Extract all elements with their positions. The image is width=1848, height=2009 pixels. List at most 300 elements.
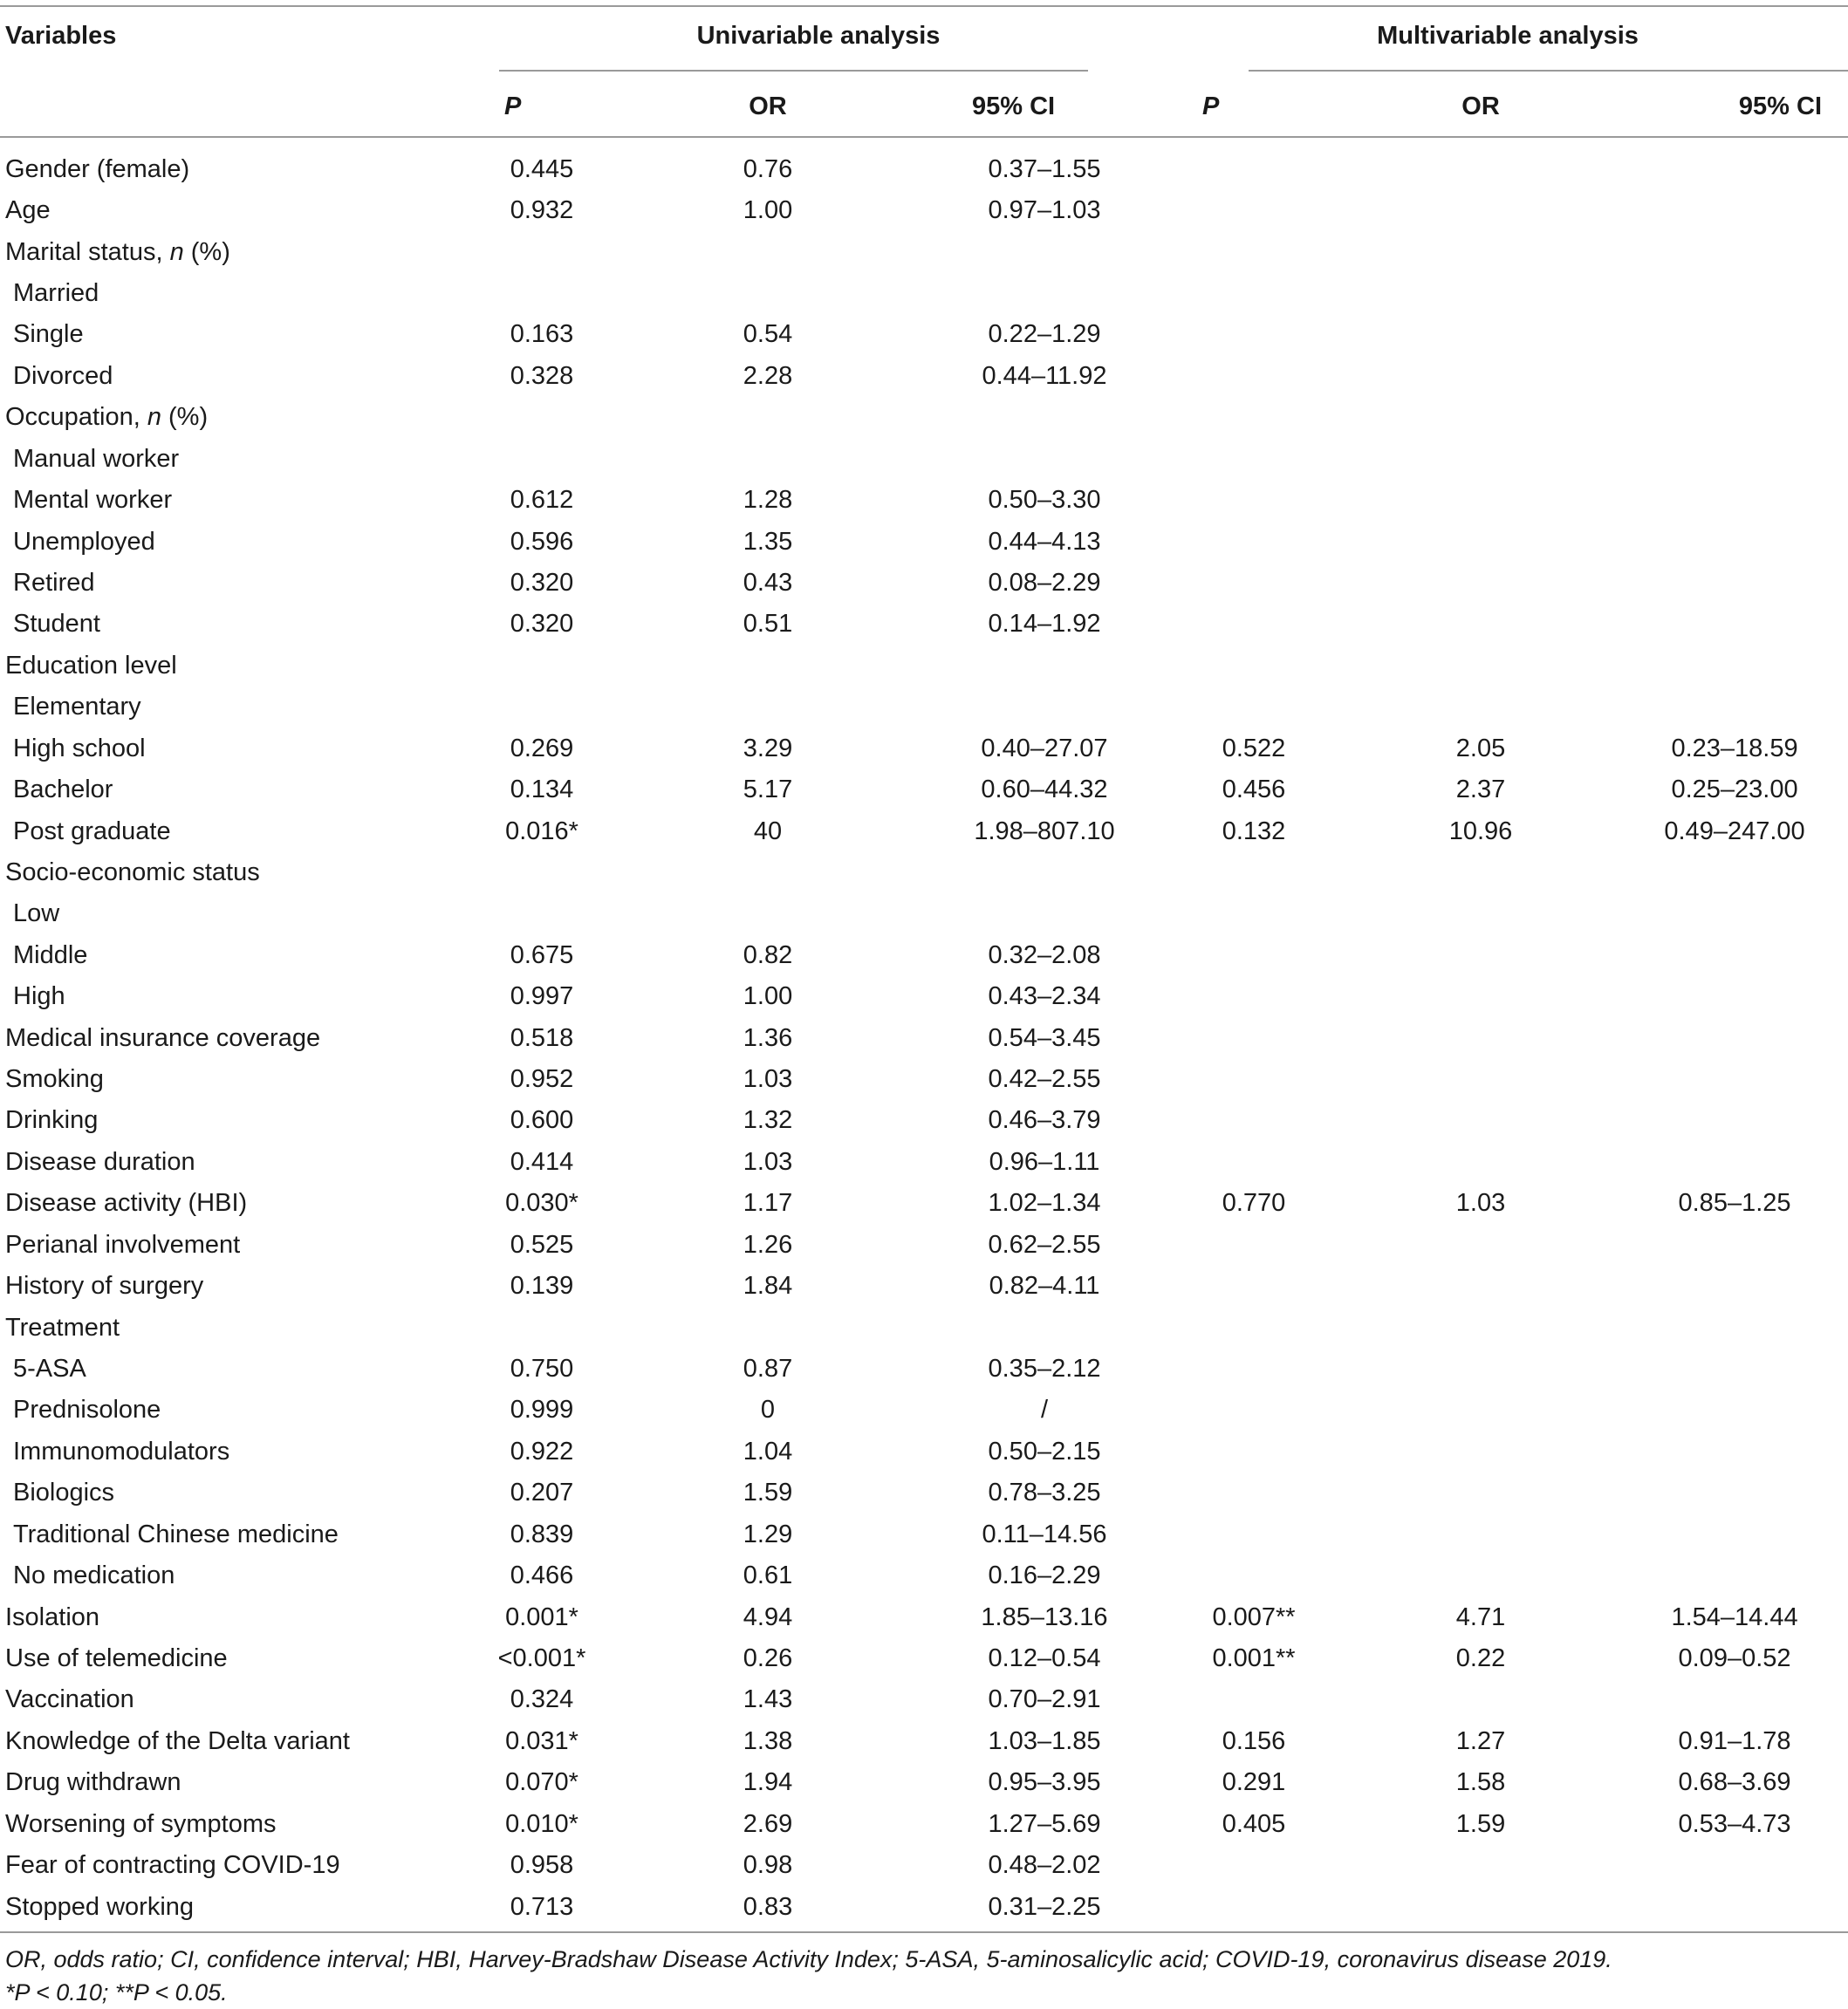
cell-multivariable-p (1167, 231, 1340, 272)
cell-multivariable-or (1340, 1142, 1621, 1183)
cell-multivariable-or (1340, 1266, 1621, 1307)
cell-variable: Prednisolone (13, 1396, 161, 1425)
cell-multivariable-or (1340, 1886, 1621, 1927)
cell-univariable-ci: 0.48–2.02 (988, 1851, 1101, 1880)
cell-univariable-ci: 1.02–1.34 (988, 1189, 1101, 1218)
cell-multivariable-ci (1621, 1473, 1848, 1514)
cell-multivariable-ci (1621, 190, 1848, 231)
cell-multivariable-or (1340, 1225, 1621, 1266)
table-row (0, 1721, 1848, 1762)
cell-multivariable-or (1340, 1307, 1621, 1348)
table-bottom-rule (0, 1931, 1848, 1933)
cell-multivariable-p (1167, 1432, 1340, 1473)
cell-univariable-or: 1.26 (743, 1230, 793, 1259)
cell-multivariable-ci (1621, 1390, 1848, 1431)
cell-univariable-p: 0.839 (510, 1520, 574, 1548)
cell-univariable-or (614, 439, 921, 480)
cell-univariable-ci: 1.98–807.10 (974, 817, 1115, 845)
cell-univariable-ci (921, 231, 1167, 272)
cell-variable: Marital status, n (%) (5, 237, 230, 266)
cell-univariable-or: 1.36 (743, 1023, 793, 1052)
cell-multivariable-ci (1621, 646, 1848, 687)
cell-multivariable-p (1167, 521, 1340, 562)
cell-multivariable-ci (1621, 480, 1848, 521)
cell-univariable-ci: 0.35–2.12 (988, 1355, 1101, 1384)
footnote-significance: *P < 0.10; **P < 0.05. (5, 1979, 228, 2006)
cell-multivariable-p (1167, 1349, 1340, 1390)
cell-univariable-or: 40 (753, 817, 783, 845)
cell-variable: Education level (5, 651, 177, 680)
cell-univariable-or (614, 1307, 921, 1348)
cell-univariable-p (469, 231, 614, 272)
table-row (0, 769, 1848, 810)
cell-univariable-ci: 1.27–5.69 (988, 1809, 1101, 1838)
cell-variable: Mental worker (13, 486, 173, 515)
cell-variable: Drinking (5, 1106, 99, 1135)
table-row (0, 273, 1848, 314)
cell-univariable-p: 0.958 (510, 1851, 574, 1880)
cell-variable: Perianal involvement (5, 1230, 241, 1259)
cell-multivariable-p (1167, 397, 1340, 438)
cell-multivariable-p (1167, 1473, 1340, 1514)
cell-univariable-p: 0.031* (505, 1726, 578, 1755)
cell-variable: Fear of contracting COVID-19 (5, 1851, 340, 1880)
cell-multivariable-p (1167, 604, 1340, 645)
table-row (0, 646, 1848, 687)
header-univariable-or: OR (749, 92, 787, 120)
cell-univariable-ci: 0.50–3.30 (988, 486, 1101, 515)
cell-univariable-or: 1.17 (743, 1189, 793, 1218)
cell-univariable-p: 0.922 (510, 1437, 574, 1466)
table-row (0, 1307, 1848, 1348)
cell-multivariable-p (1167, 976, 1340, 1017)
cell-univariable-p: 0.328 (510, 361, 574, 390)
cell-univariable-or: 1.29 (743, 1520, 793, 1548)
cell-variable: Student (13, 610, 100, 639)
table-body (0, 141, 1848, 1928)
cell-multivariable-ci (1621, 604, 1848, 645)
cell-multivariable-or (1340, 1059, 1621, 1100)
cell-multivariable-p (1167, 563, 1340, 604)
cell-multivariable-ci (1621, 1349, 1848, 1390)
cell-multivariable-or (1340, 1845, 1621, 1886)
cell-multivariable-ci: 0.91–1.78 (1678, 1726, 1791, 1755)
table-row (0, 1679, 1848, 1720)
cell-variable: Gender (female) (5, 154, 190, 183)
table-row (0, 1349, 1848, 1390)
cell-univariable-ci: 1.85–13.16 (981, 1602, 1108, 1631)
cell-multivariable-p (1167, 1514, 1340, 1555)
cell-univariable-or: 1.94 (743, 1768, 793, 1797)
cell-univariable-p: 0.070* (505, 1768, 578, 1797)
cell-univariable-p: 0.518 (510, 1023, 574, 1052)
header-multivariable: Multivariable analysis (1377, 21, 1639, 50)
table-row (0, 1142, 1848, 1183)
cell-univariable-or: 0.54 (743, 320, 793, 349)
cell-univariable-or: 1.00 (743, 982, 793, 1011)
cell-univariable-p: 0.134 (510, 776, 574, 804)
cell-multivariable-or (1340, 976, 1621, 1017)
cell-multivariable-or (1340, 141, 1621, 190)
table-row (0, 1225, 1848, 1266)
cell-variable: Smoking (5, 1065, 104, 1094)
header-blank (0, 72, 469, 141)
cell-multivariable-ci (1621, 439, 1848, 480)
table-row (0, 1886, 1848, 1927)
cell-multivariable-p (1167, 1142, 1340, 1183)
cell-univariable-or: 0 (760, 1396, 776, 1425)
cell-univariable-p: 0.016* (505, 817, 578, 845)
cell-univariable-p: 0.932 (510, 196, 574, 225)
cell-univariable-or (614, 687, 921, 728)
cell-multivariable-or (1340, 480, 1621, 521)
table-row (0, 141, 1848, 190)
cell-multivariable-p (1167, 1100, 1340, 1141)
table-row (0, 1473, 1848, 1514)
cell-multivariable-p (1167, 1679, 1340, 1720)
cell-variable: History of surgery (5, 1272, 204, 1301)
cell-multivariable-p: 0.291 (1222, 1768, 1286, 1797)
cell-univariable-or: 1.59 (743, 1479, 793, 1507)
cell-univariable-ci: 0.44–11.92 (982, 361, 1107, 390)
cell-univariable-p: 0.952 (510, 1065, 574, 1094)
cell-multivariable-or: 10.96 (1448, 817, 1513, 845)
cell-univariable-or (614, 273, 921, 314)
cell-variable: Occupation, n (%) (5, 403, 209, 432)
cell-multivariable-ci (1621, 1059, 1848, 1100)
cell-multivariable-or: 4.71 (1455, 1602, 1506, 1631)
cell-multivariable-or: 0.22 (1455, 1643, 1506, 1672)
cell-univariable-ci: 0.40–27.07 (981, 734, 1108, 762)
cell-multivariable-p: 0.522 (1222, 734, 1286, 762)
cell-multivariable-p (1167, 687, 1340, 728)
cell-multivariable-or (1340, 190, 1621, 231)
cell-univariable-p: <0.001* (497, 1643, 586, 1672)
cell-variable: Elementary (13, 693, 141, 721)
table-row (0, 687, 1848, 728)
header-variables: Variables (5, 21, 117, 50)
cell-univariable-or: 1.84 (743, 1272, 793, 1301)
cell-multivariable-p (1167, 1266, 1340, 1307)
cell-univariable-or: 4.94 (743, 1602, 793, 1631)
cell-variable: 5-ASA (13, 1355, 86, 1384)
cell-univariable-or: 1.03 (743, 1147, 793, 1176)
header-multivariable-or: OR (1461, 92, 1500, 120)
cell-variable: Low (13, 899, 60, 928)
cell-univariable-or: 0.76 (743, 154, 793, 183)
table-row (0, 1803, 1848, 1844)
cell-univariable-p (469, 273, 614, 314)
cell-variable: Disease activity (HBI) (5, 1189, 248, 1218)
cell-univariable-ci: 0.82–4.11 (989, 1272, 1100, 1301)
cell-univariable-or (614, 852, 921, 893)
cell-univariable-p (469, 439, 614, 480)
cell-univariable-ci: 0.60–44.32 (981, 776, 1108, 804)
cell-multivariable-ci (1621, 1886, 1848, 1927)
table-row (0, 1100, 1848, 1141)
cell-univariable-ci (921, 687, 1167, 728)
cell-univariable-ci (921, 852, 1167, 893)
cell-variable: Bachelor (13, 776, 113, 804)
header-row-columns (0, 72, 1848, 141)
cell-univariable-p: 0.010* (505, 1809, 578, 1838)
cell-univariable-p (469, 893, 614, 934)
cell-univariable-ci (921, 893, 1167, 934)
cell-multivariable-or (1340, 1390, 1621, 1431)
cell-variable: Disease duration (5, 1147, 195, 1176)
cell-univariable-or: 5.17 (743, 776, 793, 804)
table-row (0, 810, 1848, 851)
cell-multivariable-ci (1621, 356, 1848, 397)
cell-multivariable-p: 0.405 (1222, 1809, 1286, 1838)
cell-variable: Manual worker (13, 444, 180, 473)
table-row (0, 852, 1848, 893)
cell-univariable-p (469, 646, 614, 687)
cell-univariable-or: 1.35 (743, 527, 793, 556)
cell-multivariable-or (1340, 521, 1621, 562)
cell-univariable-p: 0.139 (510, 1272, 574, 1301)
cell-univariable-p: 0.713 (510, 1892, 574, 1921)
cell-univariable-or: 0.82 (743, 940, 793, 969)
cell-multivariable-ci: 0.68–3.69 (1678, 1768, 1791, 1797)
cell-variable: Age (5, 196, 51, 225)
cell-multivariable-or: 1.58 (1455, 1768, 1506, 1797)
table-row (0, 1266, 1848, 1307)
cell-multivariable-ci (1621, 1679, 1848, 1720)
cell-univariable-ci: 0.22–1.29 (988, 320, 1101, 349)
cell-multivariable-ci (1621, 1432, 1848, 1473)
cell-univariable-ci: / (1040, 1396, 1049, 1425)
cell-multivariable-or (1340, 1514, 1621, 1555)
cell-multivariable-p (1167, 480, 1340, 521)
cell-multivariable-ci (1621, 231, 1848, 272)
cell-multivariable-p (1167, 314, 1340, 355)
cell-multivariable-or (1340, 1100, 1621, 1141)
cell-multivariable-or (1340, 604, 1621, 645)
cell-multivariable-ci: 0.53–4.73 (1678, 1809, 1791, 1838)
cell-univariable-ci: 0.44–4.13 (988, 527, 1101, 556)
cell-univariable-or: 3.29 (743, 734, 793, 762)
cell-univariable-or: 1.04 (743, 1437, 793, 1466)
cell-multivariable-p: 0.156 (1222, 1726, 1286, 1755)
table-row (0, 604, 1848, 645)
table-row (0, 1638, 1848, 1679)
cell-variable: Treatment (5, 1313, 120, 1342)
cell-multivariable-p: 0.001** (1212, 1643, 1296, 1672)
cell-multivariable-ci (1621, 976, 1848, 1017)
cell-univariable-p: 0.324 (510, 1685, 574, 1714)
cell-multivariable-or (1340, 1017, 1621, 1058)
cell-multivariable-or (1340, 563, 1621, 604)
cell-univariable-or (614, 646, 921, 687)
cell-multivariable-p: 0.007** (1212, 1602, 1296, 1631)
cell-univariable-p: 0.207 (510, 1479, 574, 1507)
cell-multivariable-or: 1.27 (1455, 1726, 1506, 1755)
cell-univariable-p: 0.320 (510, 610, 574, 639)
cell-univariable-ci: 0.43–2.34 (988, 982, 1101, 1011)
cell-multivariable-p (1167, 935, 1340, 976)
cell-multivariable-or (1340, 646, 1621, 687)
cell-variable: Socio-economic status (5, 858, 260, 886)
cell-multivariable-or (1340, 1349, 1621, 1390)
header-univariable-p: P (504, 92, 522, 120)
cell-multivariable-ci: 0.49–247.00 (1664, 817, 1805, 845)
cell-univariable-ci: 0.14–1.92 (988, 610, 1101, 639)
cell-multivariable-ci (1621, 273, 1848, 314)
cell-univariable-ci (921, 273, 1167, 314)
cell-multivariable-p (1167, 356, 1340, 397)
table-row (0, 480, 1848, 521)
table-row (0, 728, 1848, 769)
cell-multivariable-or (1340, 314, 1621, 355)
cell-variable: Immunomodulators (13, 1437, 230, 1466)
cell-multivariable-ci (1621, 1017, 1848, 1058)
cell-univariable-p: 0.414 (510, 1147, 574, 1176)
cell-multivariable-ci (1621, 687, 1848, 728)
table-row (0, 190, 1848, 231)
cell-univariable-or: 0.98 (743, 1851, 793, 1880)
table-row (0, 893, 1848, 934)
cell-multivariable-ci: 0.85–1.25 (1678, 1189, 1791, 1218)
cell-multivariable-p (1167, 1886, 1340, 1927)
cell-variable: Drug withdrawn (5, 1768, 181, 1797)
cell-univariable-or: 0.83 (743, 1892, 793, 1921)
cell-multivariable-p (1167, 1555, 1340, 1596)
header-univariable-ci: 95% CI (972, 92, 1056, 120)
table-row (0, 1596, 1848, 1637)
cell-univariable-p (469, 687, 614, 728)
cell-univariable-ci: 0.37–1.55 (988, 154, 1101, 183)
cell-multivariable-or (1340, 1555, 1621, 1596)
cell-variable: Biologics (13, 1479, 115, 1507)
cell-univariable-or: 1.43 (743, 1685, 793, 1714)
cell-univariable-ci: 0.97–1.03 (988, 196, 1101, 225)
cell-univariable-or: 0.51 (743, 610, 793, 639)
header-row-groups (0, 0, 1848, 72)
cell-univariable-p: 0.999 (510, 1396, 574, 1425)
cell-univariable-p: 0.675 (510, 940, 574, 969)
cell-univariable-p: 0.163 (510, 320, 574, 349)
cell-univariable-or: 0.87 (743, 1355, 793, 1384)
cell-multivariable-or (1340, 439, 1621, 480)
cell-multivariable-ci (1621, 1845, 1848, 1886)
cell-multivariable-or: 2.05 (1455, 734, 1506, 762)
table-row (0, 1845, 1848, 1886)
cell-univariable-ci: 0.95–3.95 (988, 1768, 1101, 1797)
cell-univariable-ci: 0.46–3.79 (988, 1106, 1101, 1135)
cell-multivariable-p: 0.770 (1222, 1189, 1286, 1218)
table-row (0, 356, 1848, 397)
table-row (0, 1059, 1848, 1100)
cell-multivariable-p: 0.132 (1222, 817, 1286, 845)
cell-multivariable-ci (1621, 521, 1848, 562)
cell-variable: Single (13, 320, 84, 349)
cell-multivariable-or (1340, 687, 1621, 728)
cell-variable: Worsening of symptoms (5, 1809, 277, 1838)
cell-variable: Use of telemedicine (5, 1643, 228, 1672)
cell-variable: Post graduate (13, 817, 171, 845)
cell-variable: Divorced (13, 361, 113, 390)
cell-multivariable-p (1167, 1390, 1340, 1431)
cell-multivariable-ci (1621, 893, 1848, 934)
cell-univariable-or: 1.38 (743, 1726, 793, 1755)
cell-multivariable-p (1167, 190, 1340, 231)
cell-multivariable-ci: 1.54–14.44 (1671, 1602, 1798, 1631)
cell-variable: High school (13, 734, 146, 762)
cell-univariable-ci (921, 646, 1167, 687)
cell-univariable-ci: 0.50–2.15 (988, 1437, 1101, 1466)
cell-univariable-or: 2.28 (743, 361, 793, 390)
cell-multivariable-ci: 0.25–23.00 (1671, 776, 1798, 804)
cell-multivariable-or (1340, 273, 1621, 314)
table-row (0, 976, 1848, 1017)
cell-multivariable-p (1167, 141, 1340, 190)
cell-variable: Traditional Chinese medicine (13, 1520, 339, 1548)
cell-univariable-p: 0.269 (510, 734, 574, 762)
cell-univariable-or (614, 397, 921, 438)
table-row (0, 439, 1848, 480)
cell-multivariable-or (1340, 1473, 1621, 1514)
cell-multivariable-or (1340, 935, 1621, 976)
cell-multivariable-p (1167, 1017, 1340, 1058)
table-row (0, 1390, 1848, 1431)
cell-variable: Stopped working (5, 1892, 195, 1921)
cell-univariable-or: 1.00 (743, 196, 793, 225)
header-multivariable-ci: 95% CI (1738, 92, 1823, 120)
cell-multivariable-ci (1621, 563, 1848, 604)
table-row (0, 397, 1848, 438)
table-row (0, 1432, 1848, 1473)
cell-univariable-ci: 0.78–3.25 (988, 1479, 1101, 1507)
header-univariable: Univariable analysis (696, 21, 941, 50)
cell-multivariable-p (1167, 1845, 1340, 1886)
table-row (0, 314, 1848, 355)
cell-multivariable-ci (1621, 1266, 1848, 1307)
cell-multivariable-or (1340, 397, 1621, 438)
cell-multivariable-ci (1621, 1225, 1848, 1266)
table-row (0, 1514, 1848, 1555)
cell-multivariable-or (1340, 356, 1621, 397)
cell-univariable-ci (921, 1307, 1167, 1348)
cell-multivariable-or (1340, 231, 1621, 272)
cell-multivariable-ci: 0.09–0.52 (1678, 1643, 1791, 1672)
cell-multivariable-p (1167, 1059, 1340, 1100)
cell-variable: Vaccination (5, 1685, 134, 1714)
cell-variable: Married (13, 279, 99, 308)
cell-multivariable-ci (1621, 1100, 1848, 1141)
cell-multivariable-ci (1621, 935, 1848, 976)
cell-univariable-ci (921, 397, 1167, 438)
cell-univariable-p: 0.525 (510, 1230, 574, 1259)
cell-multivariable-p (1167, 1307, 1340, 1348)
cell-multivariable-ci (1621, 141, 1848, 190)
cell-univariable-or: 1.28 (743, 486, 793, 515)
cell-multivariable-ci (1621, 1307, 1848, 1348)
cell-univariable-p: 0.997 (510, 982, 574, 1011)
cell-univariable-ci: 0.11–14.56 (982, 1520, 1107, 1548)
cell-univariable-ci: 0.42–2.55 (988, 1065, 1101, 1094)
cell-univariable-ci: 1.03–1.85 (988, 1726, 1101, 1755)
table-row (0, 935, 1848, 976)
cell-multivariable-ci (1621, 1142, 1848, 1183)
cell-univariable-p: 0.600 (510, 1106, 574, 1135)
table-row (0, 1017, 1848, 1058)
cell-univariable-ci: 0.08–2.29 (988, 569, 1101, 597)
cell-multivariable-or (1340, 852, 1621, 893)
cell-univariable-p: 0.001* (505, 1602, 578, 1631)
cell-multivariable-or (1340, 1432, 1621, 1473)
cell-univariable-ci (921, 439, 1167, 480)
